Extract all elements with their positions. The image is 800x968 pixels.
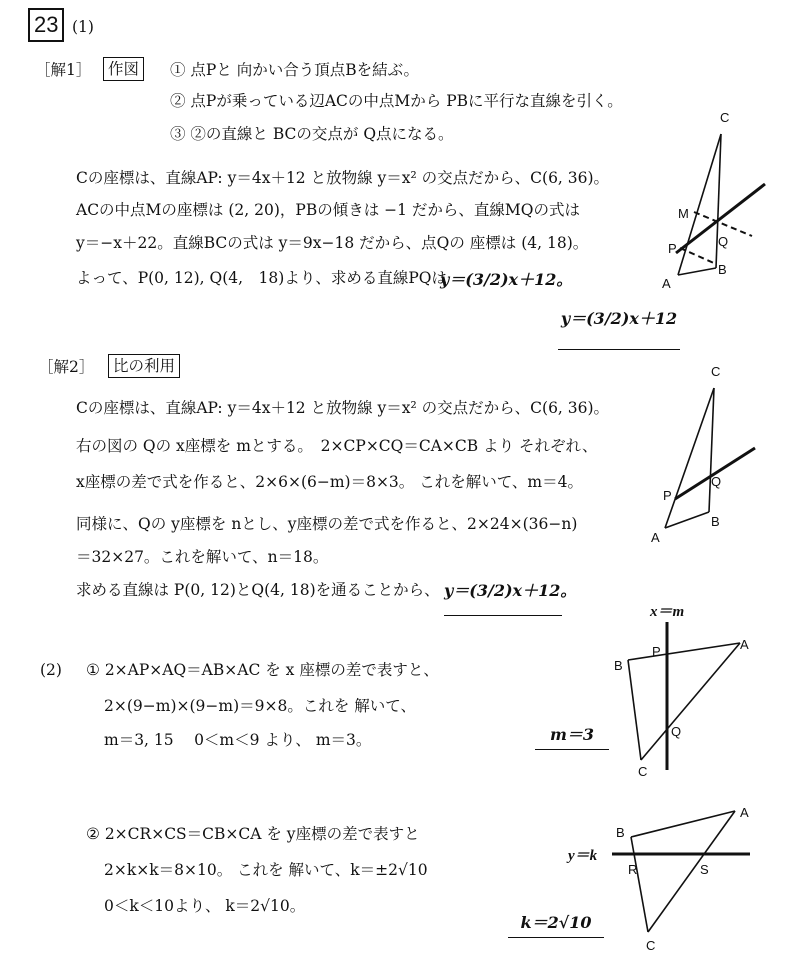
- part-label-2: (2): [40, 661, 62, 679]
- p22-label-b: B: [616, 825, 625, 840]
- p22-line-label: y＝k: [568, 848, 598, 864]
- p22-label-s: S: [700, 862, 709, 877]
- sol1-step-1: ① 点Pと 向かい合う頂点Bを結ぶ。: [170, 61, 419, 79]
- p22-line-2: 2×k×k＝8×10。 これを 解いて、k＝±2√10: [104, 861, 428, 879]
- sol1-tag: ［解1］: [35, 61, 92, 79]
- p21-line-3: m＝3, 15 0＜m＜9 より、 m＝3。: [104, 731, 372, 749]
- sol1-line-3: y＝−x＋22。直線BCの式は y＝9x−18 だから、点Qの 座標は (4, 18)。: [76, 234, 589, 252]
- p21-label-a: A: [740, 637, 749, 652]
- sol1-line-2: ACの中点Mの座標は (2, 20)，PBの傾きは −1 だから、直線MQの式は: [76, 201, 580, 219]
- p21-line-label: x＝m: [650, 604, 685, 620]
- p21-label-c: C: [638, 764, 648, 779]
- sol2-label-c: C: [711, 364, 721, 379]
- sol1-label-p: P: [668, 241, 677, 256]
- p22-label-a: A: [740, 805, 749, 820]
- p21-line-2: 2×(9−m)×(9−m)＝9×8。これを 解いて、: [104, 697, 416, 715]
- p22-line-3: 0＜k＜10より、 k＝2√10。: [104, 897, 306, 915]
- sol1-line-1: Cの座標は、直線AP: y＝4x＋12 と放物線 y＝x² の交点だから、C(6, 36)。: [76, 169, 610, 187]
- sol1-answer: y＝(3/2)x＋12: [558, 306, 680, 350]
- sol1-label-q: Q: [718, 234, 729, 249]
- sol1-step-2: ② 点Pが乗っている辺ACの中点Mから PBに平行な直線を引く。: [170, 92, 623, 110]
- p22-line-1: ② 2×CR×CS＝CB×CA を y座標の差で表すと: [86, 825, 420, 843]
- sol1-figure: [640, 108, 780, 300]
- sol2-label-b: B: [711, 514, 720, 529]
- sol2-line-1: Cの座標は、直線AP: y＝4x＋12 と放物線 y＝x² の交点だから、C(6, 36)。: [76, 399, 610, 417]
- sol2-line-5: ＝32×27。これを解いて、n＝18。: [76, 548, 329, 566]
- problem-number: 23: [28, 8, 64, 42]
- sol1-label-c: C: [720, 110, 730, 125]
- sol2-label-q: Q: [711, 474, 722, 489]
- sol1-title: 作図: [103, 57, 144, 81]
- p21-line-1: ① 2×AP×AQ＝AB×AC を x 座標の差で表すと、: [86, 661, 439, 679]
- sol2-label-a: A: [651, 530, 660, 545]
- sol2-figure: [645, 360, 765, 545]
- sol2-line-2: 右の図の Qの x座標を mとする。 2×CP×CQ＝CA×CB より それぞれ、: [76, 437, 598, 455]
- sol2-line-4: 同様に、Qの y座標を nとし、y座標の差で式を作ると、2×24×(36−n): [76, 515, 578, 533]
- sol2-line-6: 求める直線は P(0, 12)とQ(4, 18)を通ることから、: [76, 581, 440, 599]
- sol2-title: 比の利用: [108, 354, 180, 378]
- p21-answer: m＝3: [535, 722, 609, 750]
- sol1-label-a: A: [662, 276, 671, 291]
- sol2-tag: ［解2］: [38, 358, 95, 376]
- sol1-inline-answer: y＝(3/2)x＋12。: [440, 270, 573, 289]
- sol2-label-p: P: [663, 488, 672, 503]
- p21-label-q: Q: [671, 724, 682, 739]
- p22-figure: [560, 800, 760, 958]
- p22-label-r: R: [628, 862, 638, 877]
- sol2-line-3: x座標の差で式を作ると、2×6×(6−m)＝8×3。 これを解いて、m＝4。: [76, 473, 583, 491]
- sol1-step-3: ③ ②の直線と BCの交点が Q点になる。: [170, 125, 454, 143]
- p21-figure: [600, 600, 770, 782]
- sol1-label-m: M: [678, 206, 689, 221]
- p21-label-b: B: [614, 658, 623, 673]
- part-label-1: (1): [72, 18, 94, 36]
- sol2-answer: y＝(3/2)x＋12。: [444, 578, 562, 616]
- sol1-line-4: よって、P(0, 12), Q(4, 18)より、求める直線PQは: [76, 269, 447, 287]
- p21-label-p: P: [652, 644, 661, 659]
- p22-label-c: C: [646, 938, 656, 953]
- sol1-label-b: B: [718, 262, 727, 277]
- p22-answer: k＝2√10: [508, 910, 604, 938]
